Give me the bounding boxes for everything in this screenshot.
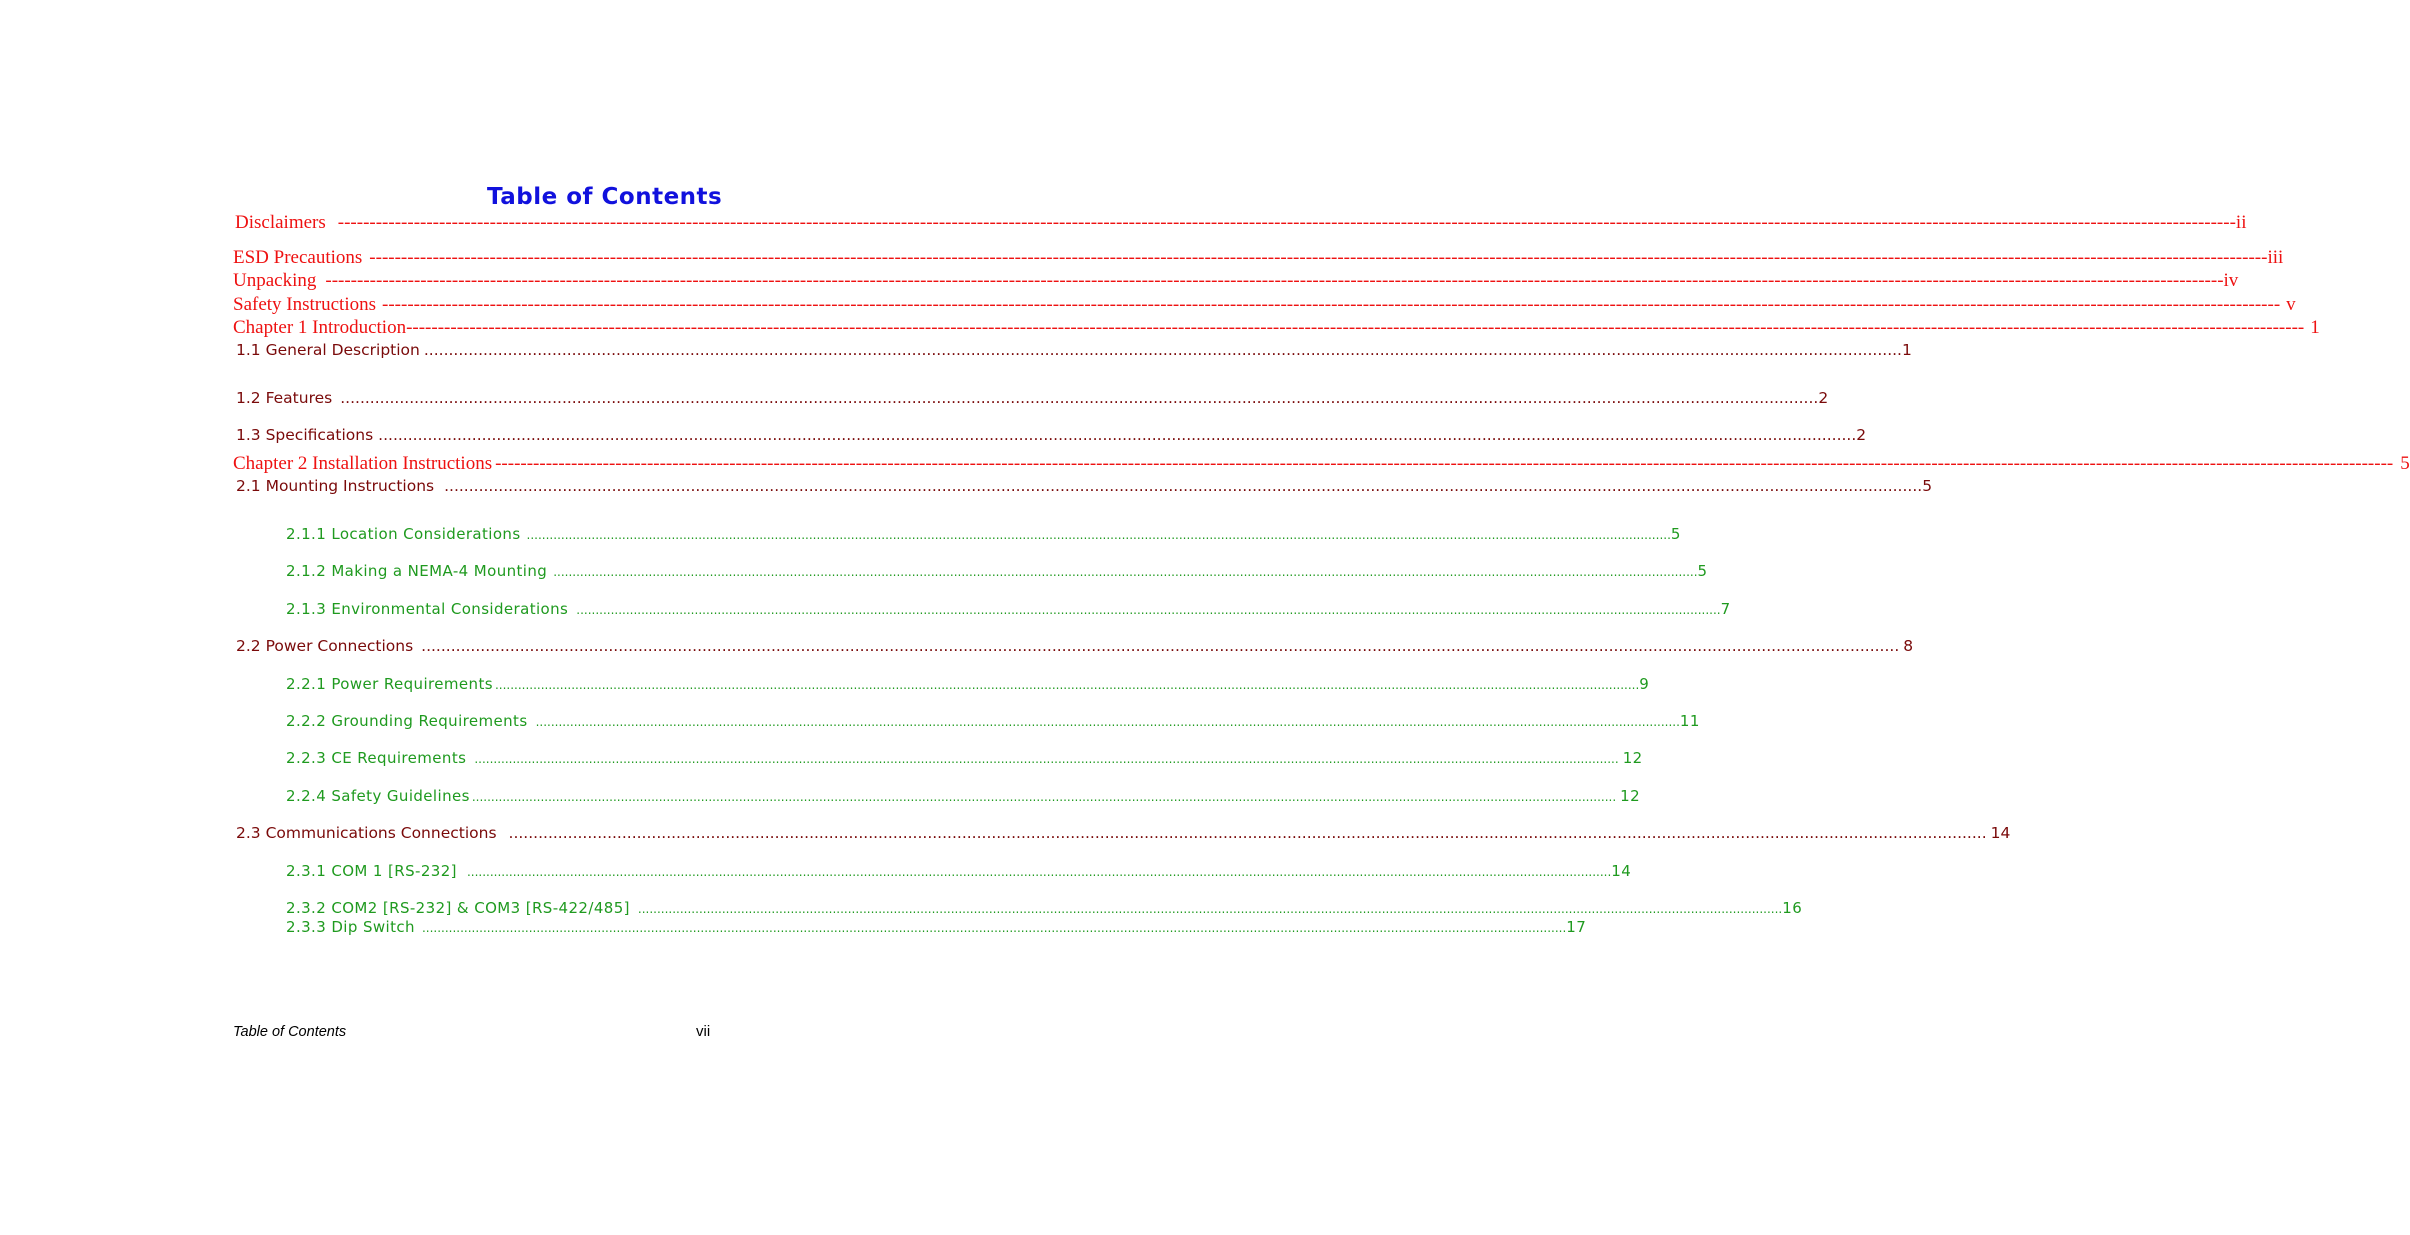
leader-dashes: ------------------------------------------------------------------------------------------------------------------------------------------------------------------------------------------------------------------------------------------------------------------------------------------------------------ xyxy=(337,212,2236,233)
toc-entry-label: 2.2.2 Grounding Requirements xyxy=(286,712,528,730)
toc-entry-page: 9 xyxy=(1639,675,1650,693)
leader-dots: ............................................................................................................................................................................................................................................................................................................ xyxy=(471,790,1617,804)
toc-entry-2-3[interactable] xyxy=(236,824,2011,842)
toc-entry-page: 5 xyxy=(1697,562,1708,580)
leader-dots: ............................................................................................................................................................................................................................................................................................................ xyxy=(378,426,1857,444)
leader-dots: ............................................................................................................................................................................................................................................................................................................ xyxy=(637,902,1783,916)
toc-entry-page: 2 xyxy=(1818,389,1829,407)
toc-entry-label: Chapter 2 Installation Instructions xyxy=(233,453,493,474)
toc-entry-label: 2.1.3 Environmental Considerations xyxy=(286,600,569,618)
toc-entry-1-1[interactable] xyxy=(236,341,1912,359)
leader-dots: ............................................................................................................................................................................................................................................................................................................ xyxy=(421,637,1900,655)
toc-entry-label: 1.3 Specifications xyxy=(236,426,374,444)
toc-entry-page: 12 xyxy=(1620,787,1641,805)
leader-dashes: ------------------------------------------------------------------------------------------------------------------------------------------------------------------------------------------------------------------------------------------------------------------------------------------------------------ xyxy=(406,317,2305,338)
leader-dashes: ------------------------------------------------------------------------------------------------------------------------------------------------------------------------------------------------------------------------------------------------------------------------------------------------------------ xyxy=(325,270,2224,291)
toc-entry-label: 2.3.3 Dip Switch xyxy=(286,918,415,936)
toc-entry-page: 5 xyxy=(1922,477,1933,495)
toc-entry-2-2-4[interactable] xyxy=(286,787,1641,805)
toc-entry-2-1-2[interactable] xyxy=(286,562,1708,580)
toc-entry-2-2-2[interactable] xyxy=(286,712,1700,730)
toc-entry-label: 1.2 Features xyxy=(236,389,333,407)
toc-entry-2-3-3[interactable] xyxy=(286,918,1587,936)
toc-entry-page: 14 xyxy=(1990,824,2011,842)
toc-entry-1-2[interactable] xyxy=(236,389,1829,407)
leader-dots: ............................................................................................................................................................................................................................................................................................................ xyxy=(553,565,1698,579)
toc-entry-page: 16 xyxy=(1782,899,1803,917)
leader-dots: ............................................................................................................................................................................................................................................................................................................ xyxy=(444,477,1923,495)
toc-entry-label: Chapter 1 Introduction xyxy=(233,317,407,338)
toc-entry-label: 1.1 General Description xyxy=(236,341,420,359)
toc-entry-2-2-1[interactable] xyxy=(286,675,1650,693)
toc-entry-chapter-1[interactable] xyxy=(233,317,2320,339)
toc-entry-page: 1 xyxy=(1901,341,1912,359)
toc-entry-label: 2.1 Mounting Instructions xyxy=(236,477,435,495)
toc-entry-page: 14 xyxy=(1611,862,1632,880)
toc-entry-label: Unpacking xyxy=(233,270,317,291)
leader-dots: ............................................................................................................................................................................................................................................................................................................ xyxy=(340,389,1819,407)
toc-entry-2-1-3[interactable] xyxy=(286,600,1731,618)
toc-entry-2-1-1[interactable] xyxy=(286,525,1681,543)
toc-entry-page: 8 xyxy=(1903,637,1914,655)
toc-entry-safety-instructions[interactable] xyxy=(233,294,2296,316)
leader-dots: ............................................................................................................................................................................................................................................................................................................ xyxy=(474,752,1619,766)
toc-entry-unpacking[interactable] xyxy=(233,270,2239,292)
leader-dots: ............................................................................................................................................................................................................................................................................................................ xyxy=(508,824,1987,842)
leader-dots: ............................................................................................................................................................................................................................................................................................................ xyxy=(526,528,1671,542)
toc-entry-label: 2.3.2 COM2 [RS-232] & COM3 [RS-422/485] xyxy=(286,899,630,917)
toc-entry-label: Disclaimers xyxy=(235,212,326,233)
toc-entry-2-2-3[interactable] xyxy=(286,749,1643,767)
toc-entry-page: 1 xyxy=(2310,317,2320,338)
toc-entry-page: iii xyxy=(2267,247,2284,268)
footer-section-name: Table of Contents xyxy=(233,1024,347,1040)
toc-entry-label: 2.2 Power Connections xyxy=(236,637,414,655)
toc-entry-esd-precautions[interactable] xyxy=(233,247,2284,269)
toc-entry-page: 2 xyxy=(1856,426,1867,444)
leader-dashes: ------------------------------------------------------------------------------------------------------------------------------------------------------------------------------------------------------------------------------------------------------------------------------------------------------------ xyxy=(369,247,2268,268)
toc-entry-label: 2.3 Communications Connections xyxy=(236,824,497,842)
toc-entry-2-3-2[interactable] xyxy=(286,899,1803,917)
toc-entry-page: 5 xyxy=(1670,525,1681,543)
toc-entry-label: Safety Instructions xyxy=(233,294,377,315)
toc-entry-1-3[interactable] xyxy=(236,426,1867,444)
toc-entry-page: 5 xyxy=(2400,453,2410,474)
leader-dots: ............................................................................................................................................................................................................................................................................................................ xyxy=(421,921,1567,935)
toc-entry-label: 2.3.1 COM 1 [RS-232] xyxy=(286,862,457,880)
toc-entry-2-1[interactable] xyxy=(236,477,1933,495)
toc-entry-label: 2.2.3 CE Requirements xyxy=(286,749,467,767)
leader-dots: ............................................................................................................................................................................................................................................................................................................ xyxy=(423,341,1902,359)
toc-entry-disclaimers[interactable] xyxy=(235,212,2247,234)
leader-dots: ............................................................................................................................................................................................................................................................................................................ xyxy=(576,603,1721,617)
toc-entry-page: 12 xyxy=(1622,749,1643,767)
footer-page-number: vii xyxy=(696,1023,711,1040)
leader-dots: ............................................................................................................................................................................................................................................................................................................ xyxy=(494,678,1640,692)
toc-entry-page: 11 xyxy=(1679,712,1700,730)
toc-entry-label: ESD Precautions xyxy=(233,247,363,268)
toc-entry-label: 2.1.1 Location Considerations xyxy=(286,525,521,543)
toc-entry-label: 2.1.2 Making a NEMA-4 Mounting xyxy=(286,562,548,580)
toc-entry-page: iv xyxy=(2223,270,2239,291)
toc-entry-2-3-1[interactable] xyxy=(286,862,1632,880)
toc-entry-2-2[interactable] xyxy=(236,637,1914,655)
toc-entry-chapter-2[interactable] xyxy=(233,453,2410,475)
toc-entry-page: v xyxy=(2286,294,2296,315)
toc-entry-label: 2.2.1 Power Requirements xyxy=(286,675,493,693)
leader-dots: ............................................................................................................................................................................................................................................................................................................ xyxy=(466,865,1612,879)
toc-entry-label: 2.2.4 Safety Guidelines xyxy=(286,787,470,805)
toc-entry-page: ii xyxy=(2235,212,2247,233)
toc-entry-page: 17 xyxy=(1566,918,1587,936)
leader-dashes: ------------------------------------------------------------------------------------------------------------------------------------------------------------------------------------------------------------------------------------------------------------------------------------------------------------ xyxy=(382,294,2281,315)
page-title: Table of Contents xyxy=(487,184,723,210)
toc-entry-page: 7 xyxy=(1720,600,1731,618)
leader-dashes: ------------------------------------------------------------------------------------------------------------------------------------------------------------------------------------------------------------------------------------------------------------------------------------------------------------ xyxy=(495,453,2394,474)
leader-dots: ............................................................................................................................................................................................................................................................................................................ xyxy=(535,715,1680,729)
